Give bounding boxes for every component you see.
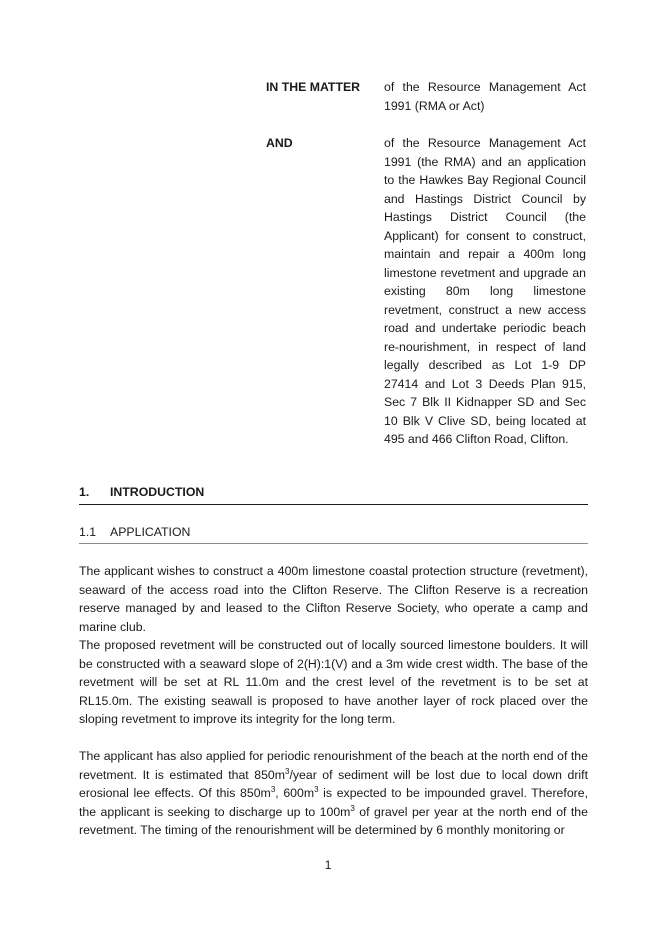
- paragraph-3-part-b: /year of sediment will be lost due to local down drift erosional lee effects. Of this 850m: [79, 767, 588, 801]
- in-the-matter-label: IN THE MATTER: [266, 80, 361, 94]
- in-the-matter-text: of the Resource Management Act 1991 (RMA or Act): [384, 80, 586, 113]
- paragraph-3-part-a: The applicant has also applied for periodic renourishment of the beach at the north end of the revetment. It is estimated that 850m: [79, 749, 588, 782]
- subsection-heading: [79, 524, 588, 544]
- and-text: of the Resource Management Act 1991 (the RMA) and an application to the Hawkes Bay Regional Council and Hastings District Council by Hastings District Council (the Applicant) for consent to construct, maintain and repair a 400m long limestone revetment and upgrade an existing 80m long limestone revetment, construct a new access road and undertake periodic beach re-nourishment, in respect of land legally described as Lot 1-9 DP 27414 and Lot 3 Deeds Plan 915, Sec 7 Blk II Kidnapper SD and Sec 10 Blk V Clive SD, being located at 495 and 466 Clifton Road, Clifton.: [384, 136, 586, 446]
- paragraph-1: The applicant wishes to construct a 400m limestone coastal protection structure (revetment), seaward of the access road into the Clifton Reserve. The Clifton Reserve is a recreation reserve managed by and leased to the Clifton Reserve Society, who operate a camp and marine club.: [79, 564, 588, 634]
- subsection-title: APPLICATION: [110, 525, 191, 539]
- superscript-3: 3: [285, 766, 290, 776]
- paragraph-3-part-e: of gravel per year at the north end of the revetment. The timing of the renourishment will be determined by 6 monthly monitoring or: [79, 804, 588, 838]
- page-number: 1: [324, 858, 332, 872]
- section-number: 1.: [79, 485, 90, 499]
- section-heading: [79, 484, 588, 505]
- paragraph-3: [79, 747, 588, 840]
- section-title: INTRODUCTION: [110, 485, 205, 499]
- paragraph-2: The proposed revetment will be constructed out of locally sourced limestone boulders. It will be constructed with a seaward slope of 2(H):1(V) and a 3m wide crest width. The base of the revetment will be set at RL 11.0m and the crest level of the revetment is to be set at RL15.0m. The existing seawall is proposed to have another layer of rock placed over the sloping revetment to improve its integrity for the long term.: [79, 638, 588, 727]
- subsection-number: 1.1: [79, 525, 97, 539]
- and-label: AND: [266, 136, 293, 150]
- paragraph-3-part-d: is expected to be impounded gravel. Therefore, the applicant is seeking to discharge up to 100m: [79, 786, 589, 819]
- superscript-3: 3: [270, 785, 276, 795]
- superscript-3: 3: [314, 785, 319, 795]
- superscript-3: 3: [350, 803, 355, 813]
- paragraph-3-part-c: , 600m: [275, 786, 315, 801]
